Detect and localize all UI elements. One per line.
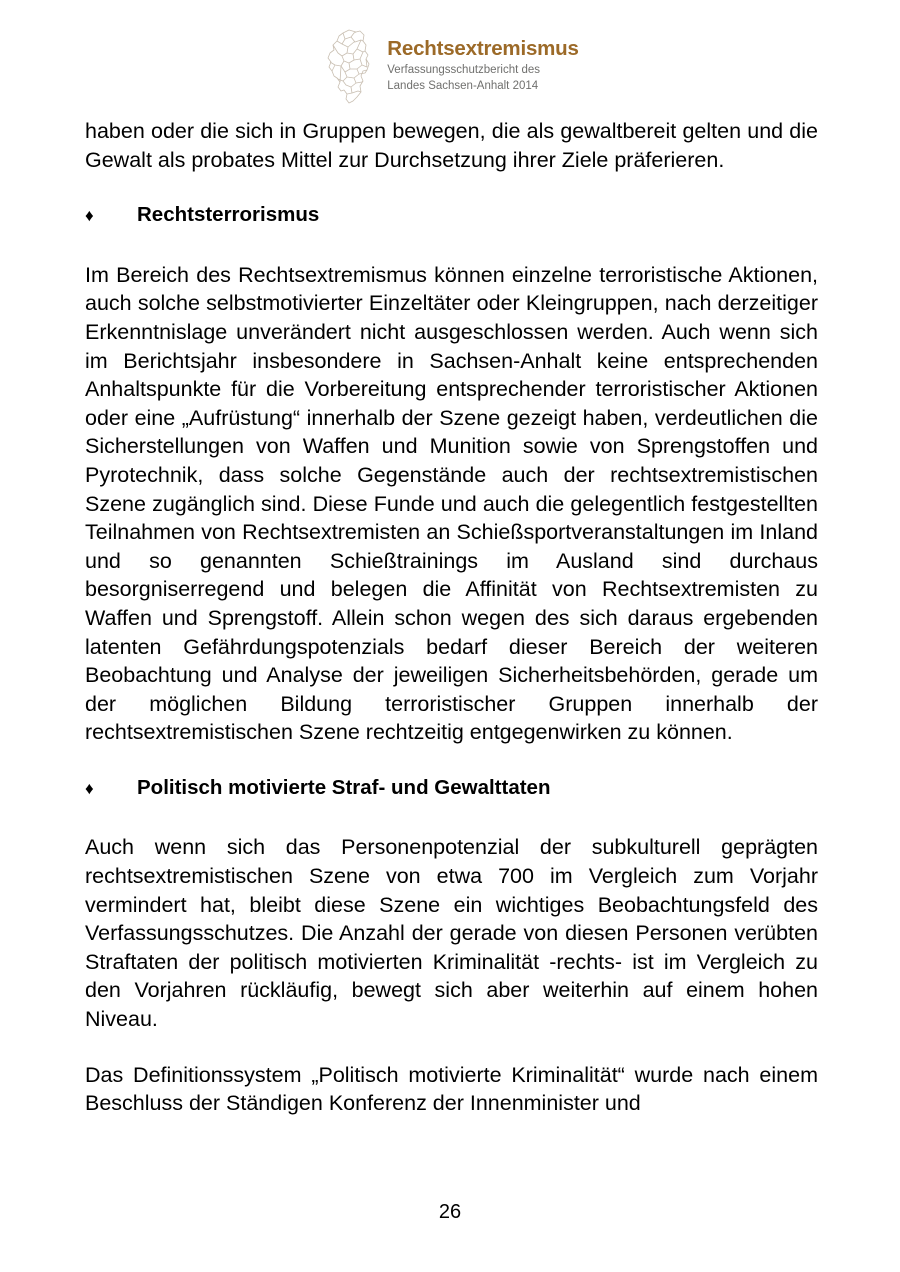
document-body xyxy=(85,117,818,1118)
spacer xyxy=(85,803,818,833)
paragraph-definitionssystem: Das Definitionssystem „Politisch motivierte Kriminalität“ wurde nach einem Beschluss der Ständigen Konferenz der Innenminister und xyxy=(85,1062,818,1116)
diamond-bullet-icon: ♦ xyxy=(85,778,94,798)
spacer xyxy=(85,231,818,261)
section-heading-rechtsterrorismus xyxy=(85,201,818,231)
page-header xyxy=(0,28,900,116)
saxony-anhalt-map-outline-icon xyxy=(321,28,381,106)
header-inner xyxy=(321,28,578,106)
section-heading-straf-und-gewalttaten xyxy=(85,774,818,804)
spacer xyxy=(85,747,818,774)
header-text-block xyxy=(387,28,578,94)
spacer xyxy=(85,1034,818,1061)
page-number: 26 xyxy=(438,1201,462,1223)
paragraph-continued: haben oder die sich in Gruppen bewegen, die als gewaltbereit gelten und die Gewalt als probates Mittel zur Durchsetzung ihrer Ziele präferieren. xyxy=(85,119,818,172)
paragraph-personenpotenzial: Auch wenn sich das Personenpotenzial der subkulturell geprägten rechtsextremistischen Szene von etwa 700 im Vergleich zum Vorjahr vermindert hat, bleibt diese Szene ein wichtiges Beobachtungsfeld des Verfassungsschutzes. Die Anzahl der gerade von diesen Personen verübten Straftaten der politisch motivierten Kriminalität -rechts- ist im Vergleich zu den Vorjahren rückläufig, bewegt sich aber weiterhin auf einem hohen Niveau. xyxy=(85,835,818,1032)
section-heading-label: Rechtsterrorismus xyxy=(137,203,320,227)
paragraph-rechtsterrorismus: Im Bereich des Rechtsextremismus können einzelne terroristische Aktionen, auch solche selbstmotivierter Einzeltäter oder Kleingruppen, nach derzeitiger Erkenntnislage unverändert nicht ausgeschlossen werden. Auch wenn sich im Berichtsjahr insbesondere in Sachsen-Anhalt keine entsprechenden Anhaltspunkte für die Vorbereitung entsprechender terroristischer Aktionen oder eine „Aufrüstung“ innerhalb der Szene gezeigt haben, verdeutlichen die Sicherstellungen von Waffen und Munition sowie von Sprengstoffen und Pyrotechnik, dass solche Gegenstände auch der rechtsextremistischen Szene zugänglich sind. Diese Funde und auch die gelegentlich festgestellten Teilnahmen von Rechtsextremisten an Schießsportveranstaltungen im Inland und so genannten Schießtrainings im Ausland sind durchaus besorgniserregend und belegen die Affinität von Rechtsextremisten zu Waffen und Sprengstoff. Allein schon wegen des sich daraus ergebenden latenten Gefährdungspotenzials bedarf dieser Bereich der weiteren Beobachtung und Analyse der jeweiligen Sicherheitsbehörden, gerade um der möglichen Bildung terroristischer Gruppen innerhalb der rechtsextremistischen Szene rechtzeitig entgegenwirken zu können. xyxy=(85,262,818,745)
spacer xyxy=(85,174,818,201)
report-subtitle-line-1: Verfassungsschutzbericht des xyxy=(387,63,541,76)
report-title: Rechtsextremismus xyxy=(387,37,579,60)
report-subtitle-line-2: Landes Sachsen-Anhalt 2014 xyxy=(387,79,539,92)
section-heading-label: Politisch motivierte Straf- und Gewalttaten xyxy=(137,775,551,799)
diamond-bullet-icon: ♦ xyxy=(85,206,94,226)
